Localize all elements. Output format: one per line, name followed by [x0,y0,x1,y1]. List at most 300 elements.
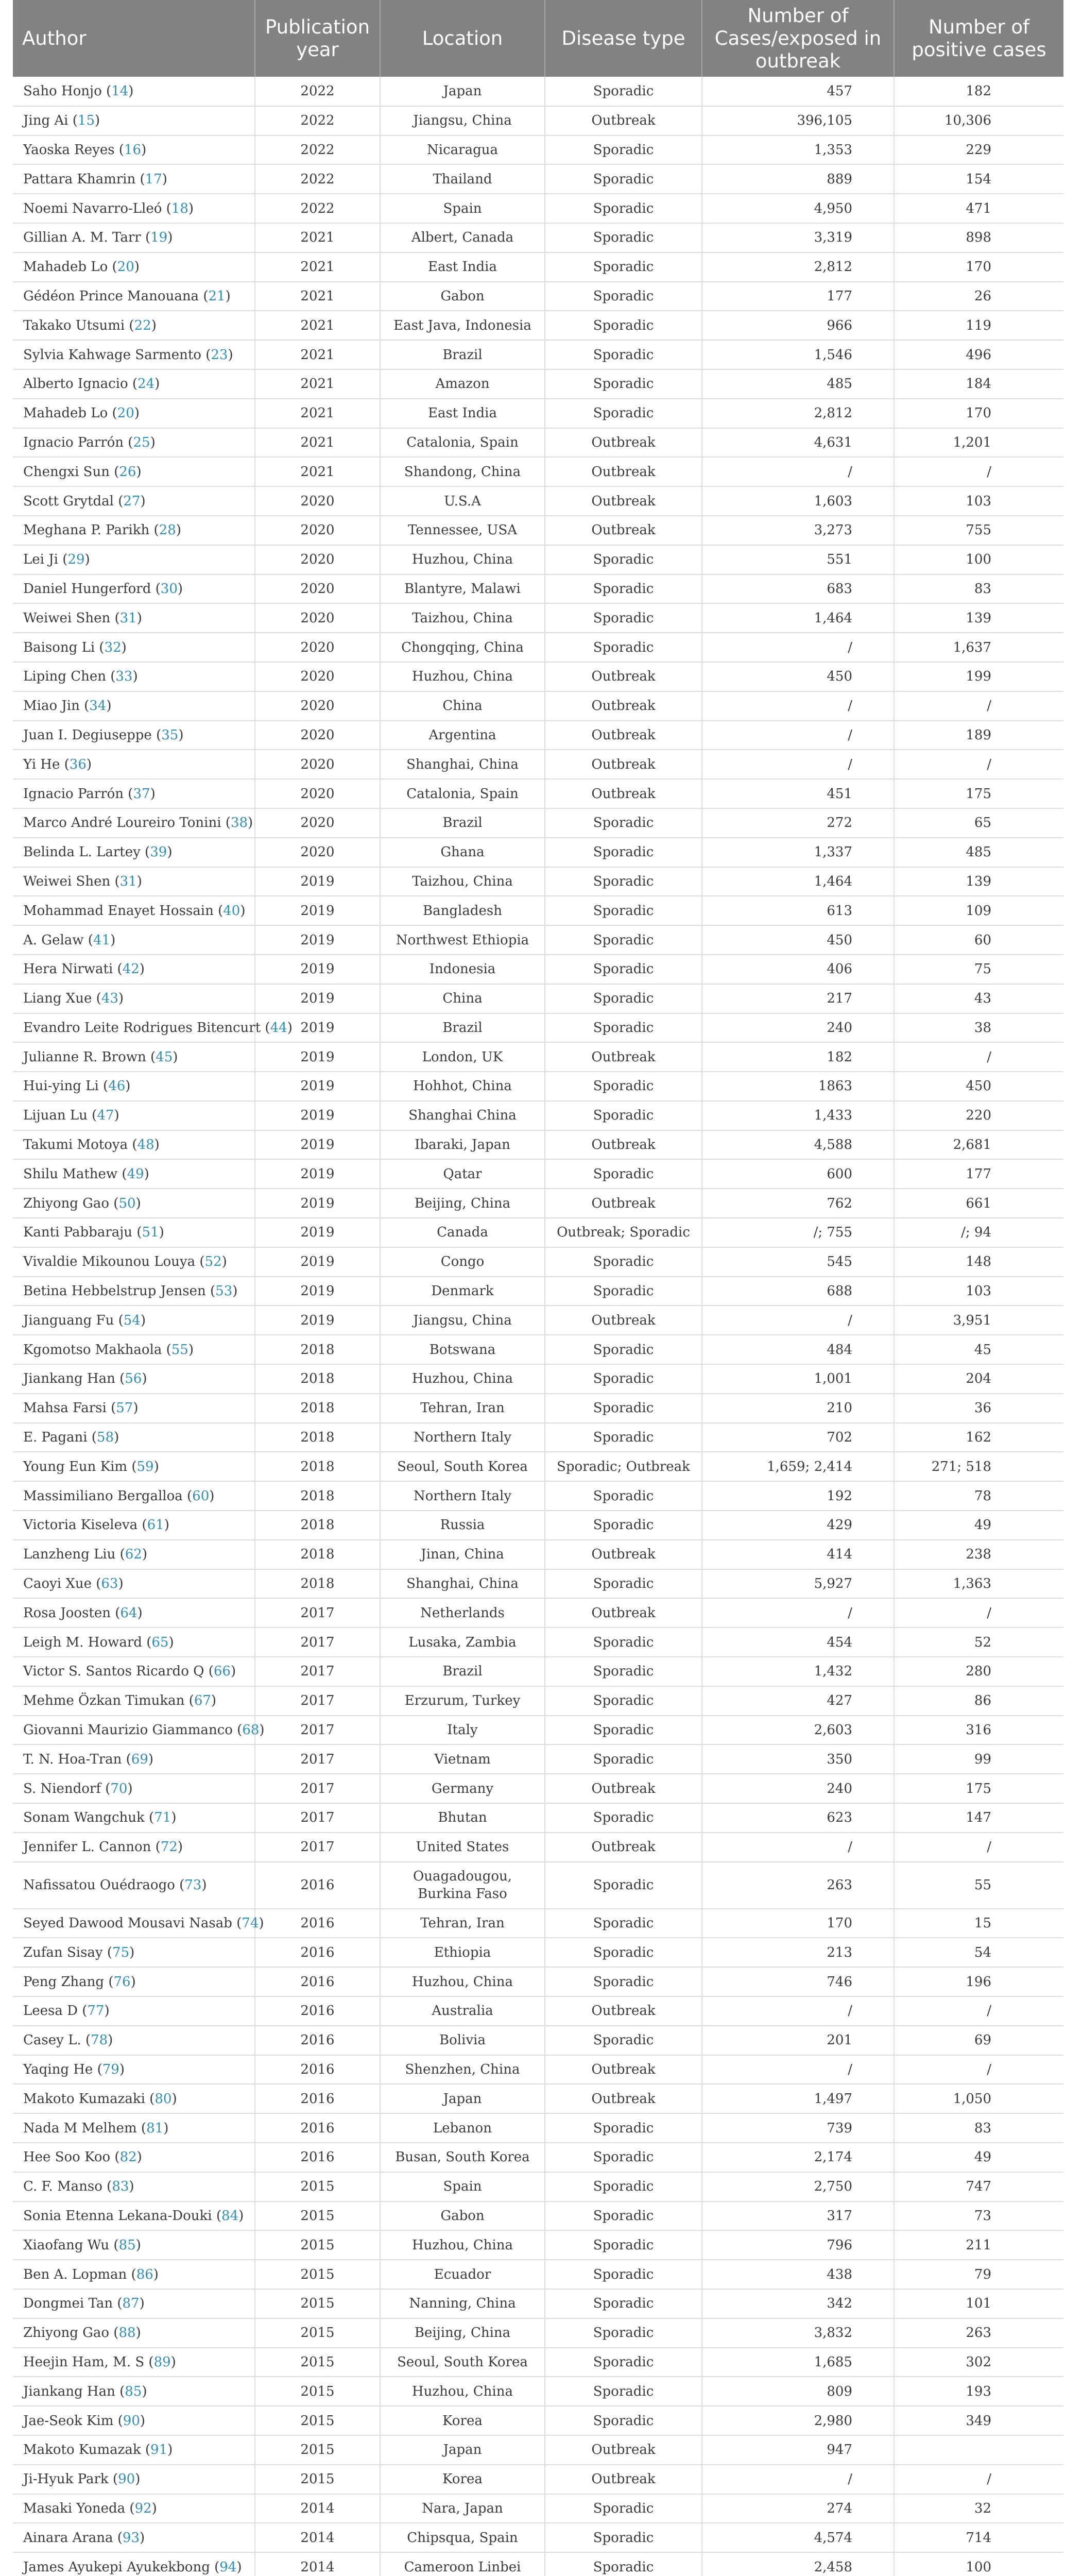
positive-cases-cell: 211 [894,2230,1063,2260]
cases-cell: 762 [702,1189,894,1218]
positive-cases-cell: 184 [894,369,1063,399]
reference-link[interactable]: 75 [112,1944,130,1960]
cases-cell: 396,105 [702,106,894,135]
reference-link[interactable]: 92 [134,2500,152,2516]
reference-link[interactable]: 20 [117,259,134,275]
author-cell: Jing Ai (15) [13,106,255,135]
author-cell: Liang Xue (43) [13,984,255,1013]
author-cell: Lijuan Lu (47) [13,1101,255,1130]
table-row [13,2026,1063,2055]
disease-type-cell: Sporadic [545,838,702,867]
reference-link[interactable]: 61 [147,1517,164,1533]
year-cell: 2020 [255,750,380,779]
author-cell: Jianguang Fu (54) [13,1306,255,1335]
table-row [13,2055,1063,2084]
reference-link[interactable]: 74 [242,1916,259,1931]
cases-cell: 263 [702,1862,894,1909]
author-name: Evandro Leite Rodrigues Bitencurt [23,1020,261,1036]
reference-link[interactable]: 19 [150,230,168,246]
reference-link[interactable]: 33 [115,669,133,685]
location-cell: Nicaragua [380,135,545,165]
table-row [13,399,1063,428]
positive-cases-cell: 139 [894,603,1063,633]
positive-cases-cell: 162 [894,1423,1063,1452]
location-cell: Erzurum, Turkey [380,1686,545,1716]
reference-link[interactable]: 23 [211,347,228,363]
year-cell: 2021 [255,311,380,340]
cases-cell: 1,464 [702,603,894,633]
disease-type-cell: Outbreak [545,750,702,779]
positive-cases-cell: 65 [894,808,1063,838]
table-row [13,428,1063,457]
header-author: Author [13,0,255,77]
reference-link[interactable]: 35 [161,727,179,743]
author-cell: Ignacio Parrón (25) [13,428,255,457]
year-cell: 2015 [255,2406,380,2435]
reference-link[interactable]: 21 [208,288,226,304]
author-cell: Mahsa Farsi (57) [13,1394,255,1423]
location-cell: Taizhou, China [380,603,545,633]
disease-type-cell: Sporadic [545,1569,702,1599]
reference-link[interactable]: 90 [118,2471,135,2487]
reference-link[interactable]: 27 [123,493,141,509]
cases-cell: 1,546 [702,340,894,369]
disease-type-cell: Sporadic [545,1335,702,1364]
cases-cell: 746 [702,1967,894,1996]
author-cell: Dongmei Tan (87) [13,2289,255,2318]
positive-cases-cell: 747 [894,2172,1063,2201]
year-cell: 2015 [255,2318,380,2348]
table-row [13,516,1063,545]
location-cell: Brazil [380,808,545,838]
cases-cell: 947 [702,2435,894,2465]
author-cell: Marco André Loureiro Tonini (38) [13,808,255,838]
reference-link[interactable]: 24 [138,376,155,392]
disease-type-cell: Sporadic [545,340,702,369]
reference-link[interactable]: 58 [96,1430,114,1446]
cases-cell: 192 [702,1481,894,1511]
location-cell: Canada [380,1218,545,1247]
disease-type-cell: Sporadic [545,1511,702,1540]
disease-type-cell: Sporadic [545,2113,702,2143]
location-cell: Seoul, South Korea [380,1452,545,1481]
reference-link[interactable]: 77 [87,2003,105,2019]
author-cell: Chengxi Sun (26) [13,457,255,486]
disease-type-cell: Outbreak [545,1130,702,1160]
cases-cell: 240 [702,1013,894,1043]
author-name: Betina Hebbelstrup Jensen [23,1283,206,1299]
reference-link[interactable]: 45 [156,1049,173,1065]
reference-link[interactable]: 86 [136,2266,153,2282]
author-cell: Hera Nirwati (42) [13,955,255,984]
reference-link[interactable]: 22 [134,317,151,333]
year-cell: 2021 [255,223,380,252]
reference-link[interactable]: 68 [242,1722,260,1738]
reference-link[interactable]: 37 [133,786,150,802]
positive-cases-cell: 52 [894,1628,1063,1657]
disease-type-cell: Sporadic [545,1938,702,1967]
location-cell: Tennessee, USA [380,516,545,545]
reference-link[interactable]: 72 [160,1839,178,1855]
positive-cases-cell: 3,951 [894,1306,1063,1335]
location-cell: China [380,984,545,1013]
year-cell: 2020 [255,633,380,662]
reference-link[interactable]: 85 [125,2383,142,2399]
disease-type-cell: Outbreak; Sporadic [545,1218,702,1247]
reference-link[interactable]: 83 [112,2179,129,2195]
reference-link[interactable]: 53 [215,1283,233,1299]
header-publication-year: Publication year [255,0,380,77]
author-name: Jiankang Han [23,2383,115,2399]
reference-link[interactable]: 59 [136,1459,154,1475]
year-cell: 2020 [255,603,380,633]
location-cell: Amazon [380,369,545,399]
table-row [13,1277,1063,1306]
reference-link[interactable]: 51 [142,1225,159,1241]
disease-type-cell: Outbreak [545,428,702,457]
positive-cases-cell: 49 [894,1511,1063,1540]
reference-link[interactable]: 41 [93,932,111,948]
disease-type-cell: Sporadic [545,2230,702,2260]
location-cell: Vietnam [380,1744,545,1774]
positive-cases-cell: 238 [894,1540,1063,1569]
location-cell: Jinan, China [380,1540,545,1569]
reference-link[interactable]: 17 [145,171,162,187]
reference-link[interactable]: 28 [159,522,176,538]
year-cell: 2018 [255,1540,380,1569]
reference-link[interactable]: 25 [133,434,150,450]
table-row [13,1628,1063,1657]
table-row [13,2260,1063,2289]
author-name: Nada M Melhem [23,2120,137,2136]
table-row [13,750,1063,779]
cases-cell: 1863 [702,1072,894,1101]
reference-link[interactable]: 55 [171,1342,188,1358]
cases-cell: 182 [702,1042,894,1072]
reference-link[interactable]: 52 [204,1254,222,1270]
author-name: Shilu Mathew [23,1166,118,1182]
location-cell: Jiangsu, China [380,1306,545,1335]
location-cell: Korea [380,2406,545,2435]
positive-cases-cell: 898 [894,223,1063,252]
author-name: Sylvia Kahwage Sarmento [23,347,201,363]
cases-cell: 201 [702,2026,894,2055]
positive-cases-cell: 349 [894,2406,1063,2435]
disease-type-cell: Sporadic [545,1686,702,1716]
location-cell: Gabon [380,282,545,311]
reference-link[interactable]: 64 [120,1605,138,1621]
cases-cell: 809 [702,2377,894,2406]
reference-link[interactable]: 16 [124,142,142,158]
author-cell: Masaki Yoneda (92) [13,2494,255,2523]
disease-type-cell: Sporadic [545,808,702,838]
year-cell: 2020 [255,662,380,691]
reference-link[interactable]: 65 [151,1634,169,1650]
author-name: Julianne R. Brown [23,1049,146,1065]
reference-link[interactable]: 46 [108,1078,126,1094]
positive-cases-cell: 49 [894,2143,1063,2172]
positive-cases-cell: 139 [894,867,1063,896]
disease-type-cell: Outbreak [545,1833,702,1862]
reference-link[interactable]: 66 [213,1664,231,1680]
author-name: Yaoska Reyes [23,142,115,158]
disease-type-cell: Sporadic [545,399,702,428]
table-row [13,1130,1063,1160]
reference-link[interactable]: 93 [122,2530,140,2546]
author-cell: Jennifer L. Cannon (72) [13,1833,255,1862]
reference-link[interactable]: 88 [118,2325,136,2341]
reference-link[interactable]: 67 [194,1693,211,1709]
cases-cell: 484 [702,1335,894,1364]
cases-cell: 1,432 [702,1657,894,1686]
positive-cases-cell: / [894,2465,1063,2494]
author-name: Jianguang Fu [23,1312,114,1328]
disease-type-cell: Outbreak [545,457,702,486]
reference-link[interactable]: 63 [101,1576,118,1592]
year-cell: 2015 [255,2348,380,2377]
table-row [13,1072,1063,1101]
location-cell: East India [380,399,545,428]
author-name: Jing Ai [23,113,68,129]
reference-link[interactable]: 43 [101,991,118,1007]
reference-link[interactable]: 84 [221,2208,239,2224]
author-name: Takumi Motoya [23,1137,128,1153]
reference-link[interactable]: 79 [102,2061,119,2077]
cases-cell: / [702,691,894,721]
reference-link[interactable]: 30 [160,581,178,597]
cases-cell: 4,631 [702,428,894,457]
reference-link[interactable]: 91 [150,2442,168,2458]
reference-link[interactable]: 36 [69,756,87,772]
location-cell: Denmark [380,1277,545,1306]
cases-cell: / [702,1306,894,1335]
reference-link[interactable]: 82 [119,2149,137,2165]
disease-type-cell: Outbreak [545,1540,702,1569]
cases-cell: 350 [702,1744,894,1774]
cases-cell: 457 [702,77,894,106]
location-cell: Spain [380,194,545,223]
cases-cell: 683 [702,574,894,604]
author-name: Nafissatou Ouédraogo [23,1877,175,1893]
location-cell: Tehran, Iran [380,1909,545,1938]
reference-link[interactable]: 69 [131,1751,148,1767]
reference-link[interactable]: 87 [122,2296,140,2312]
year-cell: 2021 [255,399,380,428]
location-cell: Chipsqua, Spain [380,2523,545,2552]
positive-cases-cell: 86 [894,1686,1063,1716]
reference-link[interactable]: 94 [219,2559,237,2575]
positive-cases-cell: 26 [894,282,1063,311]
cases-cell: 2,174 [702,2143,894,2172]
year-cell: 2019 [255,1042,380,1072]
reference-link[interactable]: 20 [117,405,134,421]
reference-link[interactable]: 31 [119,873,137,889]
year-cell: 2015 [255,2435,380,2465]
reference-link[interactable]: 62 [125,1547,142,1563]
location-cell: Nanning, China [380,2289,545,2318]
author-cell: Noemi Navarro-Lleó (18) [13,194,255,223]
year-cell: 2018 [255,1364,380,1394]
table-row [13,1101,1063,1130]
positive-cases-cell: 302 [894,2348,1063,2377]
location-cell: Busan, South Korea [380,2143,545,2172]
reference-link[interactable]: 60 [192,1488,210,1504]
author-name: Caoyi Xue [23,1576,92,1592]
positive-cases-cell: /; 94 [894,1218,1063,1247]
positive-cases-cell: 196 [894,1967,1063,1996]
reference-link[interactable]: 32 [104,639,122,655]
header-positive-cases: Number of positive cases [894,0,1063,77]
reference-link[interactable]: 31 [119,610,137,626]
positive-cases-cell: 1,201 [894,428,1063,457]
reference-link[interactable]: 90 [123,2413,140,2429]
disease-type-cell: Outbreak [545,1774,702,1803]
author-cell: Miao Jin (34) [13,691,255,721]
reference-link[interactable]: 44 [270,1020,287,1036]
author-name: Victor S. Santos Ricardo Q [23,1664,204,1680]
disease-type-cell: Sporadic [545,867,702,896]
reference-link[interactable]: 47 [97,1108,114,1124]
reference-link[interactable]: 89 [153,2354,171,2370]
reference-link[interactable]: 14 [111,83,129,99]
disease-type-cell: Sporadic [545,77,702,106]
author-name: Zufan Sisay [23,1944,103,1960]
author-name: Gédéon Prince Manouana [23,288,199,304]
cases-cell: / [702,633,894,662]
reference-link[interactable]: 73 [184,1877,202,1893]
reference-link[interactable]: 34 [89,698,107,714]
author-name: Mehme Özkan Timukan [23,1693,185,1709]
reference-link[interactable]: 76 [113,1974,131,1990]
location-cell: Huzhou, China [380,1967,545,1996]
cases-cell: 545 [702,1247,894,1277]
location-cell: Shandong, China [380,457,545,486]
table-row [13,2348,1063,2377]
cases-cell: 2,812 [702,252,894,282]
author-name: Young Eun Kim [23,1459,128,1475]
author-cell: Baisong Li (32) [13,633,255,662]
author-name: Baisong Li [23,639,95,655]
positive-cases-cell: 75 [894,955,1063,984]
reference-link[interactable]: 15 [77,113,95,129]
table-row [13,808,1063,838]
positive-cases-cell: 79 [894,2260,1063,2289]
reference-link[interactable]: 81 [146,2120,164,2136]
cases-cell: 3,832 [702,2318,894,2348]
author-name: Weiwei Shen [23,610,111,626]
cases-cell: 217 [702,984,894,1013]
reference-link[interactable]: 78 [91,2032,108,2048]
positive-cases-cell: 271; 518 [894,1452,1063,1481]
reference-link[interactable]: 48 [137,1137,154,1153]
positive-cases-cell: 103 [894,486,1063,516]
cases-cell: / [702,721,894,750]
author-cell: Nada M Melhem (81) [13,2113,255,2143]
positive-cases-cell: 189 [894,721,1063,750]
year-cell: 2016 [255,1996,380,2026]
location-cell: Japan [380,2435,545,2465]
reference-link[interactable]: 26 [119,464,136,480]
disease-type-cell: Outbreak [545,691,702,721]
location-cell: Ethiopia [380,1938,545,1967]
location-cell: Shanghai China [380,1101,545,1130]
year-cell: 2022 [255,77,380,106]
reference-link[interactable]: 40 [223,903,241,919]
disease-type-cell: Sporadic [545,135,702,165]
reference-link[interactable]: 49 [127,1166,144,1182]
author-name: Kanti Pabbaraju [23,1225,133,1241]
cases-cell: 2,750 [702,2172,894,2201]
positive-cases-cell: / [894,1833,1063,1862]
year-cell: 2014 [255,2552,380,2576]
reference-link[interactable]: 42 [122,961,140,977]
cases-cell: 454 [702,1628,894,1657]
author-cell: Takumi Motoya (48) [13,1130,255,1160]
table-row [13,2465,1063,2494]
year-cell: 2020 [255,808,380,838]
reference-link[interactable]: 70 [110,1781,128,1797]
year-cell: 2019 [255,1247,380,1277]
cases-cell: 739 [702,2113,894,2143]
table-row [13,574,1063,604]
disease-type-cell: Sporadic [545,1394,702,1423]
year-cell: 2021 [255,340,380,369]
year-cell: 2020 [255,574,380,604]
author-cell: Shilu Mathew (49) [13,1159,255,1189]
disease-type-cell: Sporadic [545,2143,702,2172]
reference-link[interactable]: 56 [125,1371,142,1387]
author-name: Kgomotso Makhaola [23,1342,162,1358]
year-cell: 2021 [255,428,380,457]
year-cell: 2016 [255,2055,380,2084]
cases-cell: 4,574 [702,2523,894,2552]
location-cell: Thailand [380,164,545,194]
author-cell: Xiaofang Wu (85) [13,2230,255,2260]
reference-link[interactable]: 71 [154,1810,171,1826]
author-name: Rosa Joosten [23,1605,111,1621]
author-name: Mahsa Farsi [23,1400,107,1416]
reference-link[interactable]: 38 [230,815,248,831]
reference-link[interactable]: 39 [150,844,167,860]
reference-link[interactable]: 29 [67,552,85,568]
disease-type-cell: Sporadic [545,223,702,252]
table-container [13,0,1063,2576]
year-cell: 2022 [255,106,380,135]
author-cell: Meghana P. Parikh (28) [13,516,255,545]
location-cell: Catalonia, Spain [380,779,545,808]
reference-link[interactable]: 50 [118,1195,136,1211]
table-row [13,282,1063,311]
location-cell: Catalonia, Spain [380,428,545,457]
reference-link[interactable]: 18 [171,200,188,216]
author-name: Liang Xue [23,991,92,1007]
reference-link[interactable]: 85 [118,2237,136,2253]
author-name: Mohammad Enayet Hossain [23,903,214,919]
reference-link[interactable]: 80 [154,2091,172,2107]
table-row [13,1744,1063,1774]
author-cell: Juan I. Degiuseppe (35) [13,721,255,750]
location-cell: Brazil [380,1657,545,1686]
author-cell: E. Pagani (58) [13,1423,255,1452]
positive-cases-cell: 101 [894,2289,1063,2318]
author-name: Hee Soo Koo [23,2149,111,2165]
author-name: Masaki Yoneda [23,2500,126,2516]
reference-link[interactable]: 54 [123,1312,141,1328]
year-cell: 2020 [255,721,380,750]
author-cell: Rosa Joosten (64) [13,1598,255,1628]
reference-link[interactable]: 57 [116,1400,133,1416]
disease-type-cell: Sporadic [545,252,702,282]
